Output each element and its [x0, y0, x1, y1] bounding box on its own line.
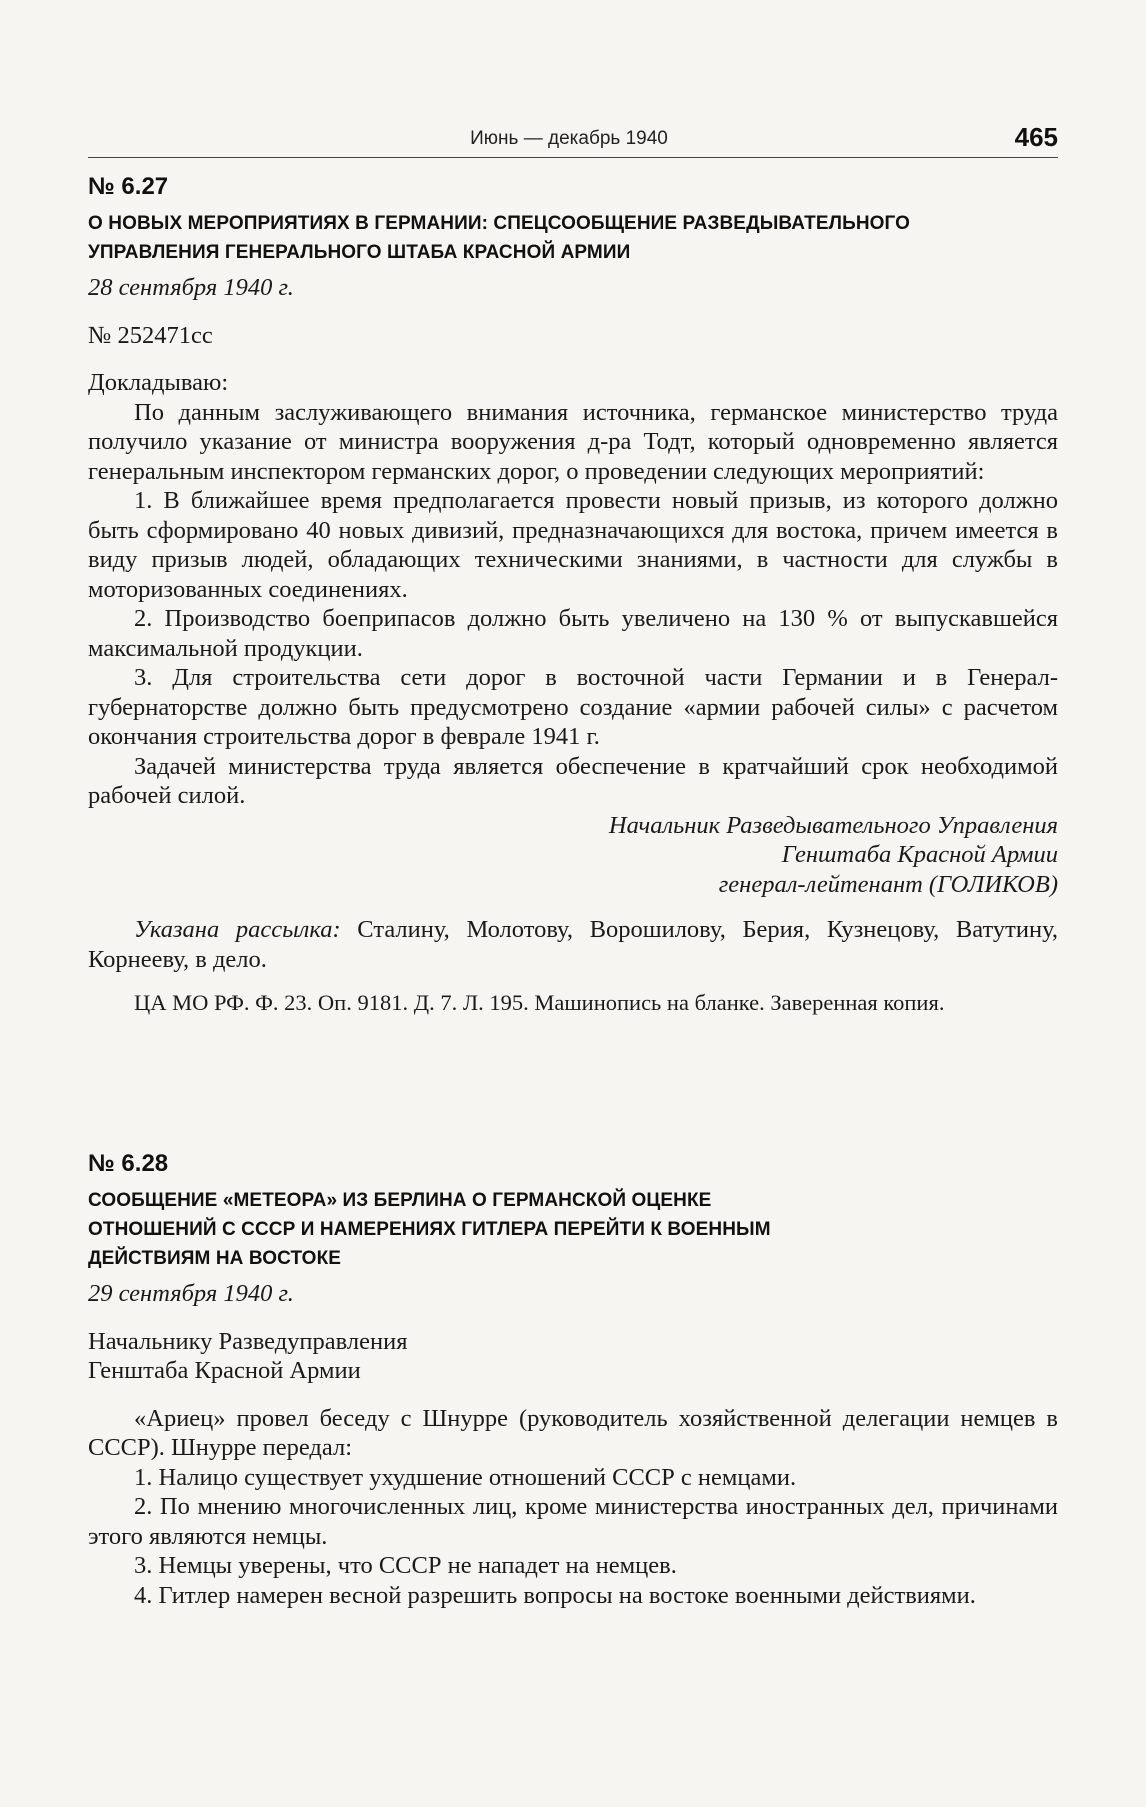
document-title-line: УПРАВЛЕНИЯ ГЕНЕРАЛЬНОГО ШТАБА КРАСНОЙ АРМИИ — [88, 242, 631, 263]
document-date: 28 сентября 1940 г. — [88, 274, 294, 301]
body-paragraph: По данным заслуживающего внимания источника, германское министерство труда получило указание от министра вооружения д-ра Тодт, который одновременно является генеральным инспектором германских дорог, о проведении следующих мероприятий: — [88, 398, 1058, 485]
distribution-label: Указана рассылка: — [134, 916, 341, 943]
header-rule — [88, 157, 1058, 158]
document-title-line: ОТНОШЕНИЙ С СССР И НАМЕРЕНИЯХ ГИТЛЕРА ПЕРЕЙТИ К ВОЕННЫМ — [88, 1219, 771, 1240]
report-opening: Докладываю: — [88, 369, 229, 396]
distribution-note — [88, 915, 1058, 974]
list-item: 4. Гитлер намерен весной разрешить вопросы на востоке военными действиями. — [134, 1581, 976, 1609]
signature-line: Начальник Разведывательного Управления — [608, 811, 1058, 839]
document-date: 29 сентября 1940 г. — [88, 1280, 294, 1307]
body-paragraph: Задачей министерства труда является обеспечение в кратчайший срок необходимой рабочей силой. — [88, 752, 1058, 809]
list-item: 2. Производство боеприпасов должно быть увеличено на 130 % от выпускавшейся максимальной продукции. — [88, 605, 1058, 662]
registration-number: № 252471сс — [88, 321, 213, 349]
distribution-list: Сталину, Молотову, Ворошилову, Берия, Кузнецову, Ватутину, Корнееву, в дело. — [88, 916, 1058, 973]
document-title-line: СООБЩЕНИЕ «МЕТЕОРА» ИЗ БЕРЛИНА О ГЕРМАНСКОЙ ОЦЕНКЕ — [88, 1190, 712, 1211]
list-item: 3. Немцы уверены, что СССР не нападет на немцев. — [134, 1552, 677, 1579]
list-item: 1. В ближайшее время предполагается провести новый призыв, из которого должно быть сформировано 40 новых дивизий, предназначающихся для востока, причем имеется в виду призыв людей, обладающих техническими знаниями, в частности для службы в моторизованных соединениях. — [88, 487, 1058, 603]
page-number: 465 — [1014, 122, 1058, 152]
running-title: Июнь — декабрь 1940 — [470, 128, 668, 149]
document-number: № 6.28 — [88, 1150, 169, 1177]
document-title-line: О НОВЫХ МЕРОПРИЯТИЯХ В ГЕРМАНИИ: СПЕЦСООБЩЕНИЕ РАЗВЕДЫВАТЕЛЬНОГО — [88, 213, 911, 234]
signature-line: Генштаба Красной Армии — [781, 841, 1058, 868]
addressee-line: Начальнику Разведуправления — [88, 1327, 408, 1355]
archive-reference: ЦА МО РФ. Ф. 23. Оп. 9181. Д. 7. Л. 195. Машинопись на бланке. Заверенная копия. — [134, 990, 945, 1015]
document-6-27 — [88, 173, 1058, 1017]
list-item: 2. По мнению многочисленных лиц, кроме министерства иностранных дел, причинами этого являются немцы. — [88, 1493, 1058, 1550]
list-item: 1. Налицо существует ухудшение отношений СССР с немцами. — [134, 1463, 797, 1491]
document-6-28 — [88, 1150, 1058, 1610]
running-header — [88, 122, 1058, 160]
body-paragraph: «Ариец» провел беседу с Шнурре (руководитель хозяйственной делегации немцев в СССР). Шнурре передал: — [88, 1404, 1058, 1461]
addressee-line: Генштаба Красной Армии — [88, 1357, 361, 1384]
signature-line: генерал-лейтенант (ГОЛИКОВ) — [718, 870, 1058, 898]
document-number: № 6.27 — [88, 173, 169, 200]
list-item: 3. Для строительства сети дорог в восточной части Германии и в Генерал-губернаторстве должно быть предусмотрено создание «армии рабочей силы» с расчетом окончания строительства дорог в феврале 1941 г. — [88, 664, 1058, 750]
document-title-line: ДЕЙСТВИЯМ НА ВОСТОКЕ — [88, 1248, 342, 1269]
